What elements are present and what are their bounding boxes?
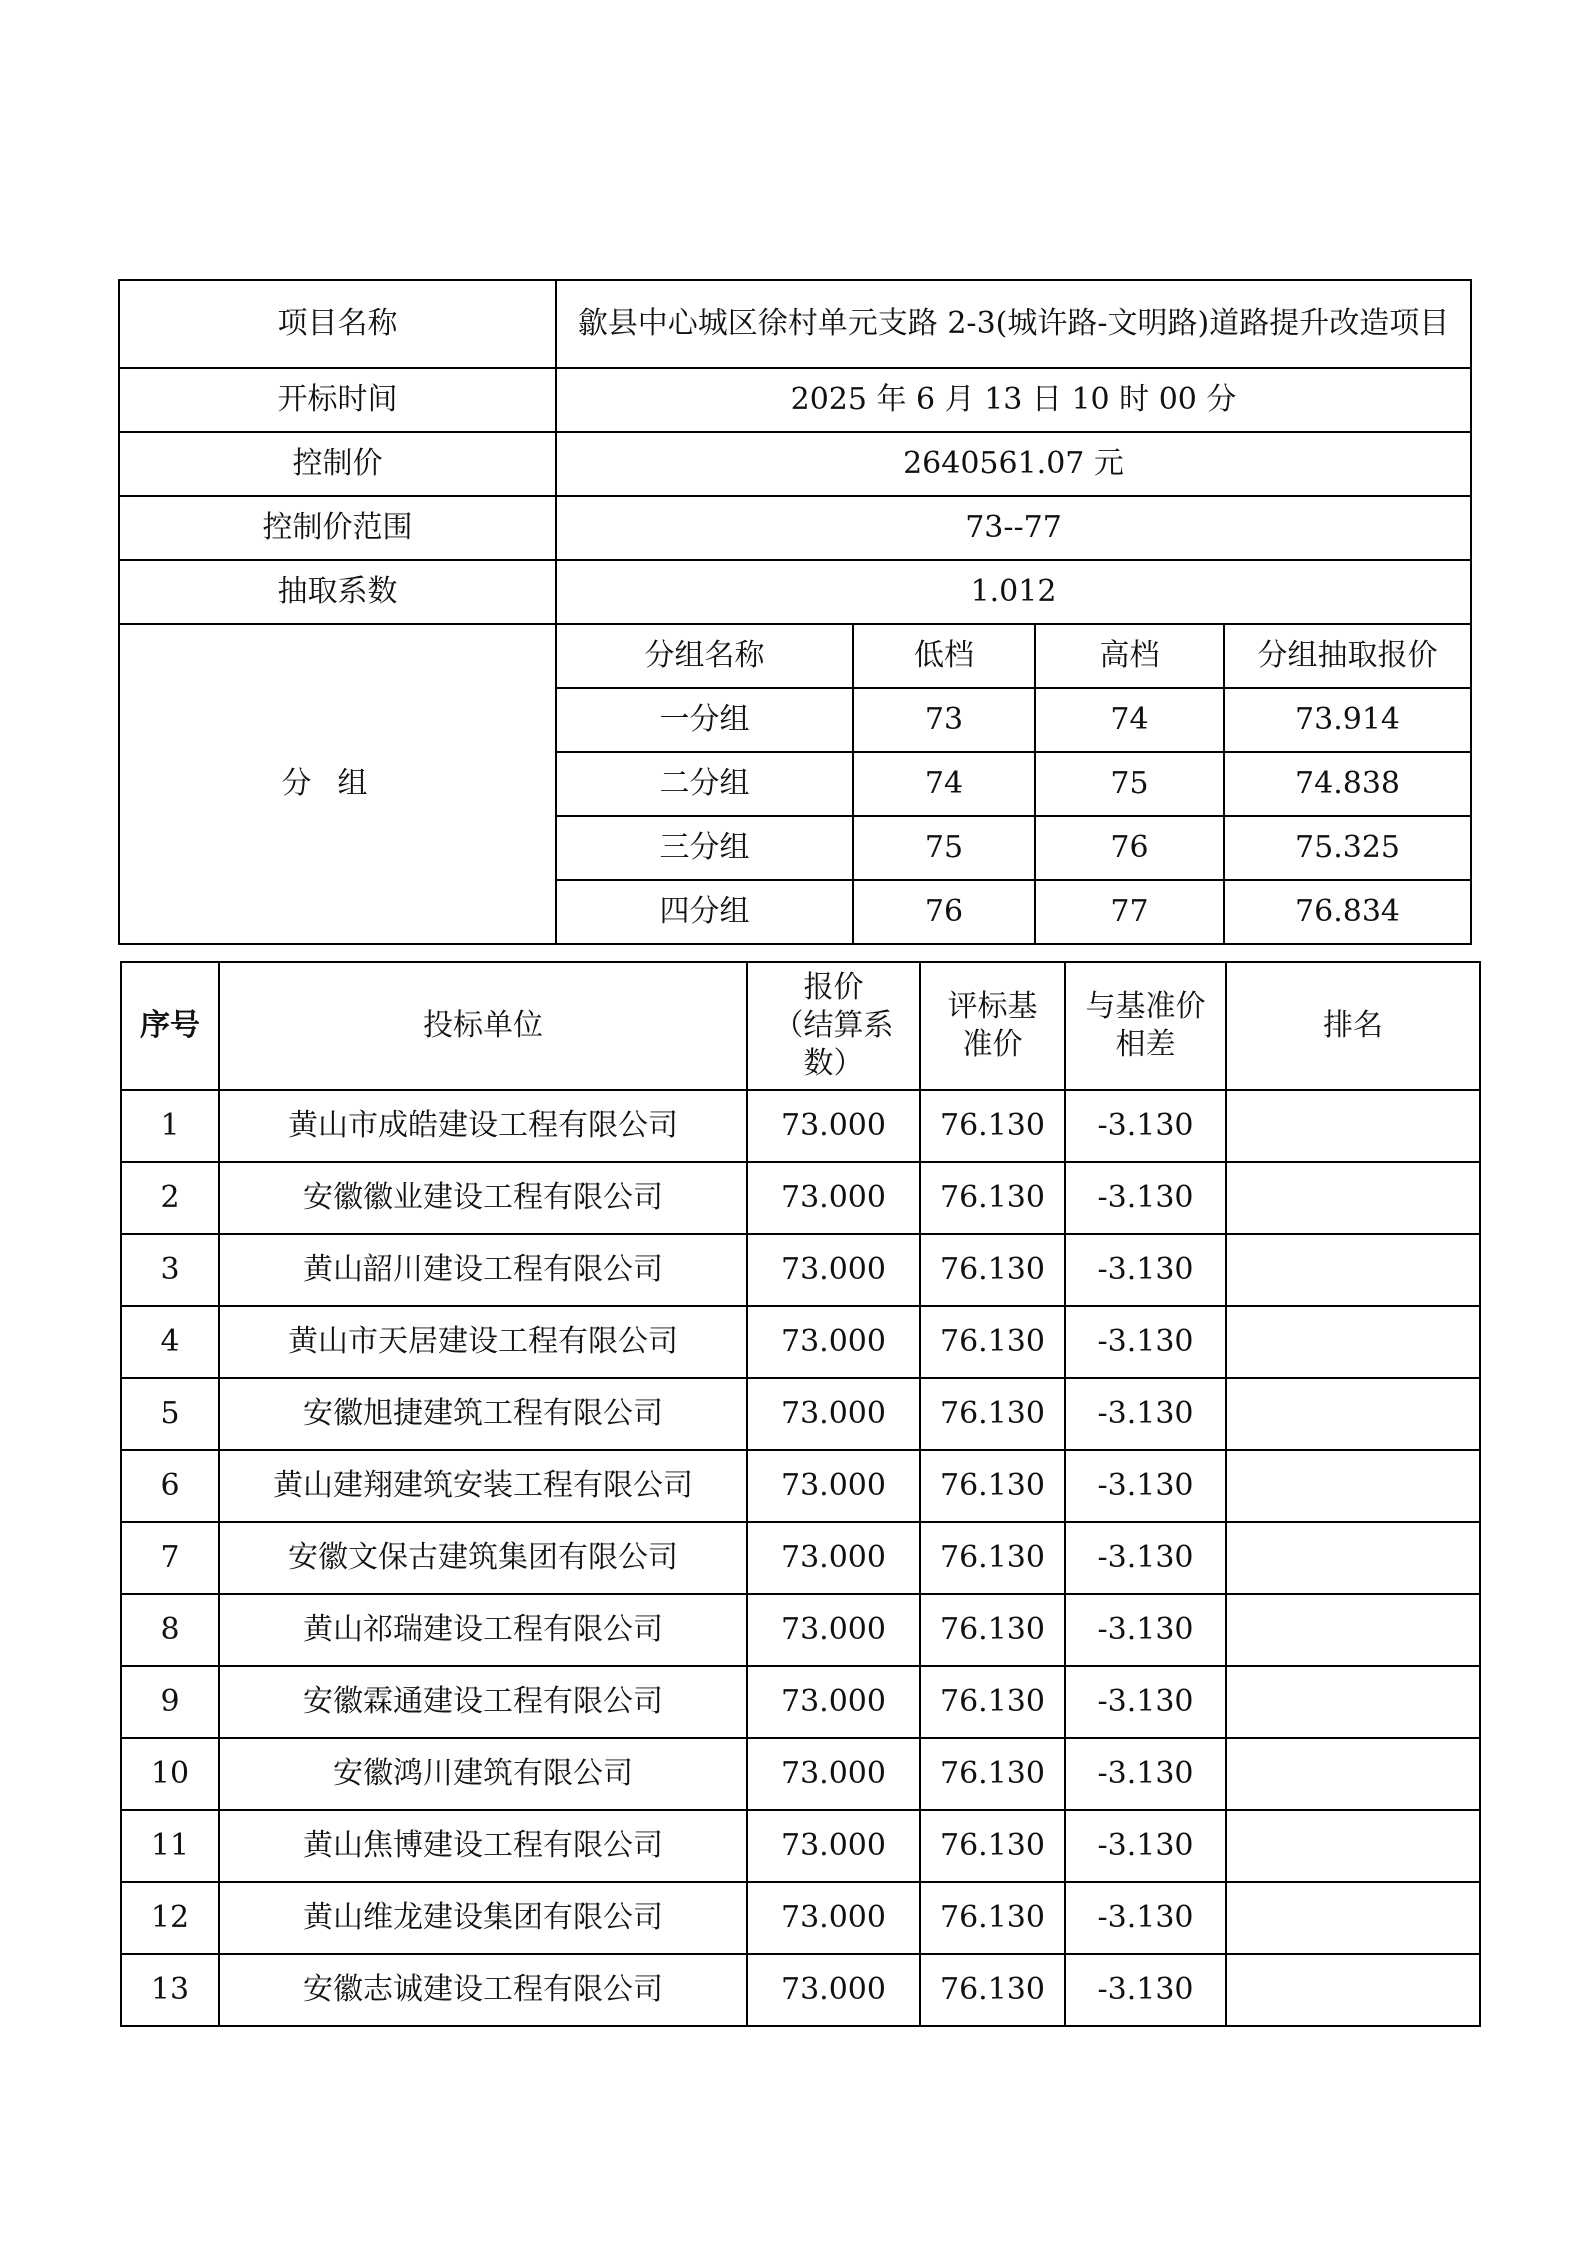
bidder-index: 4 bbox=[121, 1306, 219, 1378]
bidder-difference: -3.130 bbox=[1065, 1378, 1226, 1450]
bidder-rank bbox=[1226, 1810, 1480, 1882]
bidder-quote: 73.000 bbox=[747, 1594, 920, 1666]
header-index: 序号 bbox=[121, 962, 219, 1090]
group-header-low: 低档 bbox=[853, 624, 1035, 688]
bidder-index: 13 bbox=[121, 1954, 219, 2026]
bidder-base-price: 76.130 bbox=[920, 1306, 1065, 1378]
group-header-name: 分组名称 bbox=[556, 624, 853, 688]
bidder-index: 12 bbox=[121, 1882, 219, 1954]
bidder-base-price: 76.130 bbox=[920, 1522, 1065, 1594]
bidder-difference: -3.130 bbox=[1065, 1810, 1226, 1882]
bidder-quote: 73.000 bbox=[747, 1378, 920, 1450]
bidder-row bbox=[121, 1522, 1480, 1594]
bidder-difference: -3.130 bbox=[1065, 1738, 1226, 1810]
bidder-base-price: 76.130 bbox=[920, 1954, 1065, 2026]
bidder-unit: 安徽文保古建筑集团有限公司 bbox=[219, 1522, 747, 1594]
bidder-index: 3 bbox=[121, 1234, 219, 1306]
bidder-rank bbox=[1226, 1666, 1480, 1738]
bidder-rank bbox=[1226, 1306, 1480, 1378]
bidder-row bbox=[121, 1234, 1480, 1306]
bidder-unit: 黄山祁瑞建设工程有限公司 bbox=[219, 1594, 747, 1666]
bidder-difference: -3.130 bbox=[1065, 1882, 1226, 1954]
bidder-index: 10 bbox=[121, 1738, 219, 1810]
bidder-base-price: 76.130 bbox=[920, 1882, 1065, 1954]
bidder-row bbox=[121, 1306, 1480, 1378]
group-price: 76.834 bbox=[1224, 880, 1471, 944]
header-quote-line2: （结算系 bbox=[773, 1008, 894, 1043]
bidder-row bbox=[121, 1594, 1480, 1666]
control-price-value: 2640561.07 元 bbox=[556, 432, 1471, 496]
group-price: 73.914 bbox=[1224, 688, 1471, 752]
bidder-base-price: 76.130 bbox=[920, 1666, 1065, 1738]
header-diff-line2: 相差 bbox=[1115, 1027, 1176, 1062]
bidder-rank bbox=[1226, 1522, 1480, 1594]
bidder-quote: 73.000 bbox=[747, 1954, 920, 2026]
open-time-label: 开标时间 bbox=[119, 368, 556, 432]
group-header-price: 分组抽取报价 bbox=[1224, 624, 1471, 688]
bidder-table bbox=[120, 961, 1481, 2027]
bidder-difference: -3.130 bbox=[1065, 1234, 1226, 1306]
header-base bbox=[920, 962, 1065, 1090]
bidder-unit: 安徽旭捷建筑工程有限公司 bbox=[219, 1378, 747, 1450]
bidder-index: 9 bbox=[121, 1666, 219, 1738]
bidder-index: 1 bbox=[121, 1090, 219, 1162]
bidder-row bbox=[121, 1090, 1480, 1162]
group-high: 77 bbox=[1035, 880, 1224, 944]
bidder-unit: 安徽鸿川建筑有限公司 bbox=[219, 1738, 747, 1810]
bidder-index: 5 bbox=[121, 1378, 219, 1450]
bidder-base-price: 76.130 bbox=[920, 1594, 1065, 1666]
group-high: 74 bbox=[1035, 688, 1224, 752]
coefficient-value: 1.012 bbox=[556, 560, 1471, 624]
bidder-rank bbox=[1226, 1162, 1480, 1234]
project-name-value: 歙县中心城区徐村单元支路 2-3(城许路-文明路)道路提升改造项目 bbox=[556, 280, 1471, 368]
group-price: 75.325 bbox=[1224, 816, 1471, 880]
bidder-difference: -3.130 bbox=[1065, 1306, 1226, 1378]
bidder-quote: 73.000 bbox=[747, 1522, 920, 1594]
bidder-quote: 73.000 bbox=[747, 1450, 920, 1522]
bidder-difference: -3.130 bbox=[1065, 1090, 1226, 1162]
bidder-rank bbox=[1226, 1594, 1480, 1666]
bidder-row bbox=[121, 1882, 1480, 1954]
bidder-difference: -3.130 bbox=[1065, 1666, 1226, 1738]
bidder-unit: 黄山维龙建设集团有限公司 bbox=[219, 1882, 747, 1954]
bidder-difference: -3.130 bbox=[1065, 1954, 1226, 2026]
bidder-quote: 73.000 bbox=[747, 1306, 920, 1378]
header-base-line1: 评标基 bbox=[947, 989, 1038, 1024]
price-range-value: 73--77 bbox=[556, 496, 1471, 560]
header-quote-line1: 报价 bbox=[803, 970, 864, 1005]
header-diff bbox=[1065, 962, 1226, 1090]
bidder-unit: 黄山市天居建设工程有限公司 bbox=[219, 1306, 747, 1378]
bidder-unit: 安徽志诚建设工程有限公司 bbox=[219, 1954, 747, 2026]
header-base-line2: 准价 bbox=[962, 1027, 1023, 1062]
bidder-unit: 黄山焦博建设工程有限公司 bbox=[219, 1810, 747, 1882]
bidder-rank bbox=[1226, 1738, 1480, 1810]
group-low: 75 bbox=[853, 816, 1035, 880]
group-name: 三分组 bbox=[556, 816, 853, 880]
bidder-header-row bbox=[121, 962, 1480, 1090]
bidder-base-price: 76.130 bbox=[920, 1234, 1065, 1306]
header-quote bbox=[747, 962, 920, 1090]
bidder-difference: -3.130 bbox=[1065, 1450, 1226, 1522]
bidder-rank bbox=[1226, 1090, 1480, 1162]
bidder-row bbox=[121, 1738, 1480, 1810]
bidder-unit: 黄山市成皓建设工程有限公司 bbox=[219, 1090, 747, 1162]
bidder-difference: -3.130 bbox=[1065, 1162, 1226, 1234]
bidder-index: 8 bbox=[121, 1594, 219, 1666]
bidder-row bbox=[121, 1450, 1480, 1522]
header-quote-line3: 数） bbox=[803, 1046, 864, 1081]
bidder-unit: 黄山建翔建筑安装工程有限公司 bbox=[219, 1450, 747, 1522]
bidder-base-price: 76.130 bbox=[920, 1378, 1065, 1450]
control-price-label: 控制价 bbox=[119, 432, 556, 496]
group-low: 74 bbox=[853, 752, 1035, 816]
bidder-index: 11 bbox=[121, 1810, 219, 1882]
bidder-base-price: 76.130 bbox=[920, 1450, 1065, 1522]
bidder-quote: 73.000 bbox=[747, 1666, 920, 1738]
bidder-index: 6 bbox=[121, 1450, 219, 1522]
bidder-quote: 73.000 bbox=[747, 1162, 920, 1234]
bidder-row bbox=[121, 1810, 1480, 1882]
bidder-unit: 安徽霖通建设工程有限公司 bbox=[219, 1666, 747, 1738]
bidder-row bbox=[121, 1666, 1480, 1738]
bidder-rank bbox=[1226, 1378, 1480, 1450]
bidder-row bbox=[121, 1378, 1480, 1450]
bidder-row bbox=[121, 1162, 1480, 1234]
bidder-rank bbox=[1226, 1954, 1480, 2026]
bidder-base-price: 76.130 bbox=[920, 1162, 1065, 1234]
bidder-quote: 73.000 bbox=[747, 1882, 920, 1954]
bidder-difference: -3.130 bbox=[1065, 1594, 1226, 1666]
bidder-index: 2 bbox=[121, 1162, 219, 1234]
group-name: 二分组 bbox=[556, 752, 853, 816]
group-name: 一分组 bbox=[556, 688, 853, 752]
bidder-quote: 73.000 bbox=[747, 1738, 920, 1810]
group-price: 74.838 bbox=[1224, 752, 1471, 816]
bidder-quote: 73.000 bbox=[747, 1234, 920, 1306]
bidder-quote: 73.000 bbox=[747, 1090, 920, 1162]
bidder-base-price: 76.130 bbox=[920, 1090, 1065, 1162]
header-diff-line1: 与基准价 bbox=[1085, 989, 1206, 1024]
price-range-label: 控制价范围 bbox=[119, 496, 556, 560]
header-rank: 排名 bbox=[1226, 962, 1480, 1090]
open-time-value: 2025 年 6 月 13 日 10 时 00 分 bbox=[556, 368, 1471, 432]
bidder-base-price: 76.130 bbox=[920, 1738, 1065, 1810]
bidder-rank bbox=[1226, 1450, 1480, 1522]
group-high: 76 bbox=[1035, 816, 1224, 880]
group-low: 76 bbox=[853, 880, 1035, 944]
bidder-unit: 安徽徽业建设工程有限公司 bbox=[219, 1162, 747, 1234]
project-name-label: 项目名称 bbox=[119, 280, 556, 368]
bidder-unit: 黄山韶川建设工程有限公司 bbox=[219, 1234, 747, 1306]
bidder-rank bbox=[1226, 1234, 1480, 1306]
bidder-difference: -3.130 bbox=[1065, 1522, 1226, 1594]
header-unit: 投标单位 bbox=[219, 962, 747, 1090]
project-info-table bbox=[118, 279, 1472, 945]
group-name: 四分组 bbox=[556, 880, 853, 944]
bidder-rank bbox=[1226, 1882, 1480, 1954]
group-low: 73 bbox=[853, 688, 1035, 752]
bidder-base-price: 76.130 bbox=[920, 1810, 1065, 1882]
group-header-high: 高档 bbox=[1035, 624, 1224, 688]
bidder-row bbox=[121, 1954, 1480, 2026]
group-high: 75 bbox=[1035, 752, 1224, 816]
bidder-index: 7 bbox=[121, 1522, 219, 1594]
bidder-quote: 73.000 bbox=[747, 1810, 920, 1882]
coefficient-label: 抽取系数 bbox=[119, 560, 556, 624]
group-label: 分组 bbox=[119, 624, 556, 944]
